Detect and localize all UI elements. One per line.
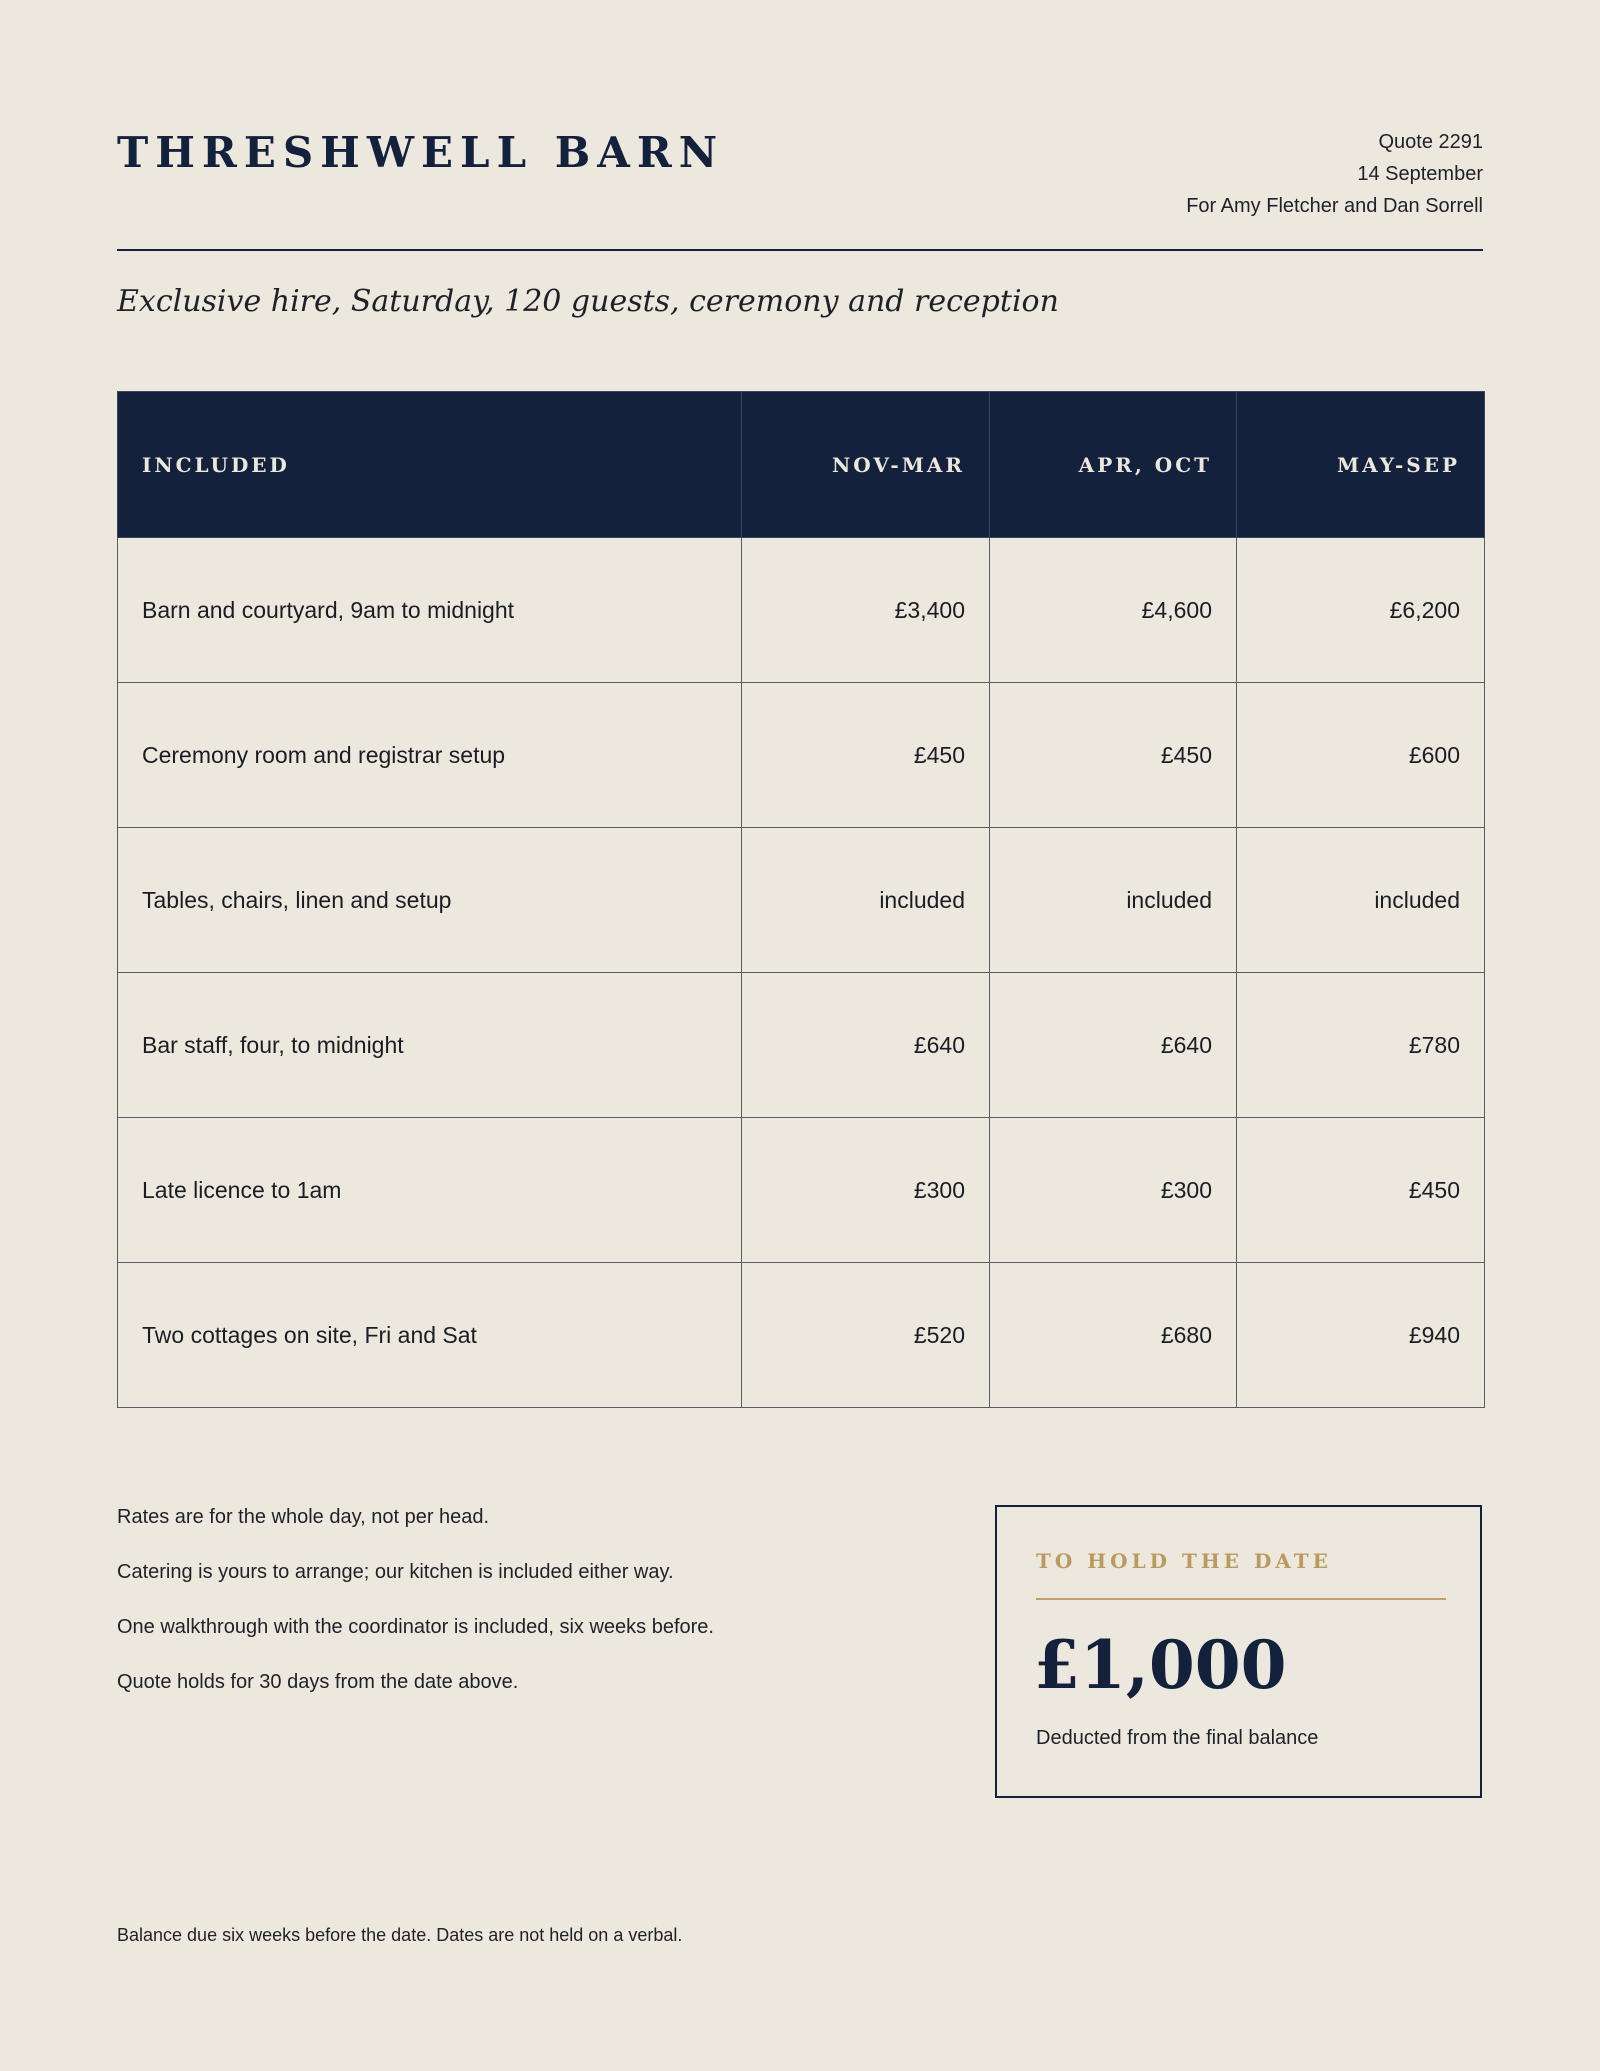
row-price-apr-oct: £4,600 [990, 538, 1237, 683]
hold-divider [1036, 1598, 1446, 1600]
row-item: Barn and courtyard, 9am to midnight [118, 538, 742, 683]
row-price-nov-mar: £300 [742, 1118, 990, 1263]
row-price-nov-mar: included [742, 828, 990, 973]
row-price-apr-oct: included [990, 828, 1237, 973]
hold-note: Deducted from the final balance [1036, 1727, 1319, 1749]
footer-note: Balance due six weeks before the date. Dates are not held on a verbal. [117, 1925, 683, 1945]
row-price-nov-mar: £450 [742, 683, 990, 828]
row-price-may-sep: included [1237, 828, 1485, 973]
header-divider [117, 249, 1483, 251]
header-may-sep: MAY-SEP [1237, 392, 1485, 538]
table-row [118, 683, 1485, 828]
table-row [118, 1118, 1485, 1263]
terms-notes [117, 1503, 937, 1723]
row-price-apr-oct: £450 [990, 683, 1237, 828]
header-nov-mar: NOV-MAR [742, 392, 990, 538]
note-line: One walkthrough with the coordinator is included, six weeks before. [117, 1616, 714, 1638]
row-price-nov-mar: £3,400 [742, 538, 990, 683]
rates-table [117, 391, 1485, 1408]
header-apr-oct: APR, OCT [990, 392, 1237, 538]
brand-title: THRESHWELL BARN [117, 128, 725, 177]
hold-amount: £1,000 [1034, 1626, 1287, 1704]
hold-label: TO HOLD THE DATE [1036, 1549, 1332, 1573]
table-row [118, 1263, 1485, 1408]
quote-client: For Amy Fletcher and Dan Sorrell [1186, 195, 1483, 217]
row-price-nov-mar: £520 [742, 1263, 990, 1408]
table-row [118, 973, 1485, 1118]
note-line: Catering is yours to arrange; our kitchen is included either way. [117, 1561, 674, 1583]
table-row [118, 538, 1485, 683]
row-price-apr-oct: £300 [990, 1118, 1237, 1263]
note-line: Rates are for the whole day, not per head. [117, 1506, 490, 1528]
quote-number: Quote 2291 [1378, 131, 1483, 153]
row-price-apr-oct: £680 [990, 1263, 1237, 1408]
row-item: Tables, chairs, linen and setup [118, 828, 742, 973]
quote-subtitle: Exclusive hire, Saturday, 120 guests, ceremony and reception [117, 284, 1059, 319]
row-price-may-sep: £600 [1237, 683, 1485, 828]
hold-the-date-box [995, 1505, 1482, 1798]
row-item: Late licence to 1am [118, 1118, 742, 1263]
row-item: Bar staff, four, to midnight [118, 973, 742, 1118]
note-line: Quote holds for 30 days from the date above. [117, 1671, 519, 1693]
row-price-may-sep: £6,200 [1237, 538, 1485, 683]
table-row [118, 828, 1485, 973]
table-header-row [118, 392, 1485, 538]
header-included: INCLUDED [118, 392, 742, 538]
row-price-may-sep: £780 [1237, 973, 1485, 1118]
row-item: Two cottages on site, Fri and Sat [118, 1263, 742, 1408]
row-price-may-sep: £450 [1237, 1118, 1485, 1263]
row-price-may-sep: £940 [1237, 1263, 1485, 1408]
row-price-apr-oct: £640 [990, 973, 1237, 1118]
row-item: Ceremony room and registrar setup [118, 683, 742, 828]
quote-date: 14 September [1357, 163, 1483, 185]
row-price-nov-mar: £640 [742, 973, 990, 1118]
quote-meta [1186, 126, 1483, 222]
